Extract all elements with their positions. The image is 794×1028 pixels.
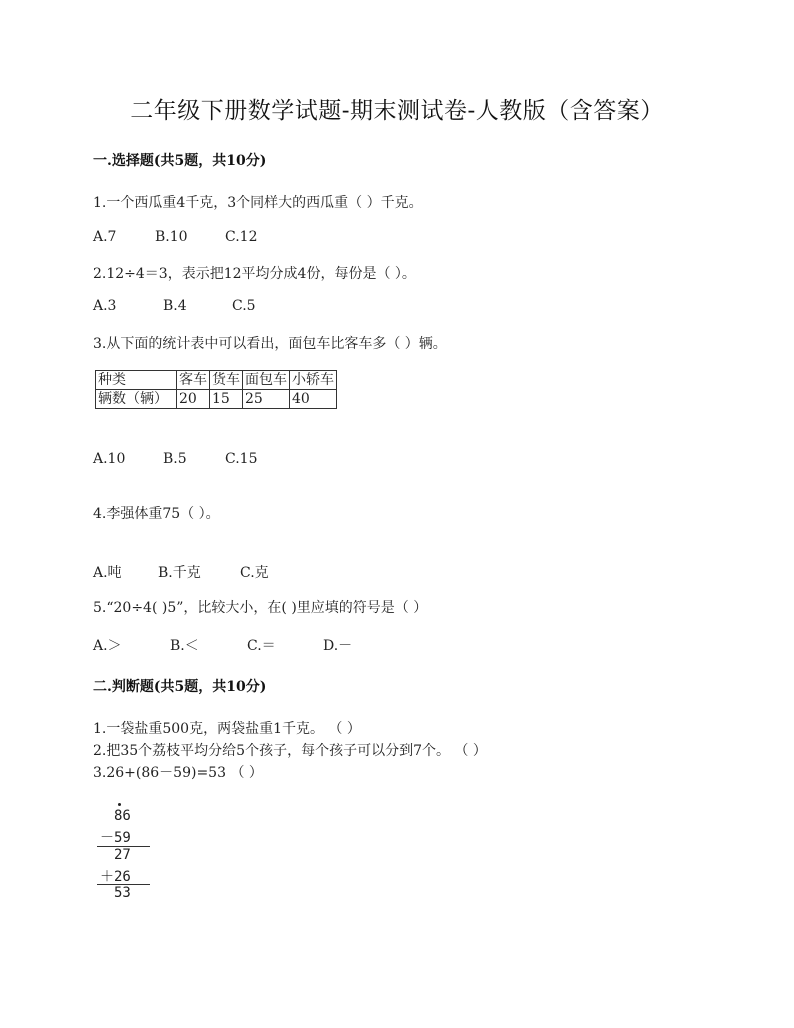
q4-option-a: A.吨 xyxy=(93,565,122,581)
question-4: 4.李强体重75（ ）。 xyxy=(93,506,220,522)
judgement-3: 3.26+(86－59)=53 （ ） xyxy=(93,765,263,781)
calc-line-difference: 27 xyxy=(114,847,131,863)
table-cell: 客车 xyxy=(177,371,210,390)
q2-option-c: C.5 xyxy=(232,298,256,314)
q5-option-d: D.－ xyxy=(323,638,353,654)
page-title: 二年级下册数学试题-期末测试卷-人教版（含答案） xyxy=(130,98,664,124)
table-header-row xyxy=(96,371,337,390)
stats-table xyxy=(95,370,337,409)
table-cell: 辆数（辆） xyxy=(96,390,177,409)
table-row xyxy=(96,390,337,409)
table-cell: 20 xyxy=(177,390,210,409)
calc-line-minuend: 86 xyxy=(114,808,131,824)
q1-option-b: B.10 xyxy=(155,229,188,245)
judgement-1: 1.一袋盐重500克，两袋盐重1千克。 （ ） xyxy=(93,721,361,737)
table-cell: 种类 xyxy=(96,371,177,390)
q5-option-b: B.＜ xyxy=(170,638,199,654)
table-cell: 面包车 xyxy=(243,371,290,390)
table-cell: 货车 xyxy=(210,371,243,390)
table-cell: 15 xyxy=(210,390,243,409)
section-heading-choice: 一.选择题(共5题，共10分) xyxy=(93,153,267,169)
q3-option-b: B.5 xyxy=(163,451,187,467)
calc-line-subtrahend: －59 xyxy=(100,830,131,846)
q2-option-b: B.4 xyxy=(163,298,187,314)
q4-option-b: B.千克 xyxy=(158,565,201,581)
question-2: 2.12÷4＝3，表示把12平均分成4份，每份是（ ）。 xyxy=(93,266,416,282)
section-heading-judgement: 二.判断题(共5题，共10分) xyxy=(93,679,267,695)
judgement-2: 2.把35个荔枝平均分给5个孩子，每个孩子可以分到7个。 （ ） xyxy=(93,743,487,759)
q1-option-a: A.7 xyxy=(93,229,117,245)
question-3: 3.从下面的统计表中可以看出，面包车比客车多（ ）辆。 xyxy=(93,336,447,352)
q1-option-c: C.12 xyxy=(225,229,258,245)
table-cell: 25 xyxy=(243,390,290,409)
calc-line-addend: ＋26 xyxy=(100,869,131,885)
borrow-dot xyxy=(118,803,121,806)
q3-option-c: C.15 xyxy=(225,451,258,467)
q3-option-a: A.10 xyxy=(93,451,126,467)
table-cell: 40 xyxy=(290,390,337,409)
question-1: 1.一个西瓜重4千克，3个同样大的西瓜重（ ）千克。 xyxy=(93,195,423,211)
q4-option-c: C.克 xyxy=(240,565,269,581)
question-5: 5.“20÷4( )5”，比较大小，在( )里应填的符号是（ ） xyxy=(93,600,428,616)
q2-option-a: A.3 xyxy=(93,298,117,314)
q5-option-a: A.＞ xyxy=(93,638,122,654)
calc-line-sum: 53 xyxy=(114,885,131,901)
q5-option-c: C.＝ xyxy=(247,638,276,654)
table-cell: 小轿车 xyxy=(290,371,337,390)
